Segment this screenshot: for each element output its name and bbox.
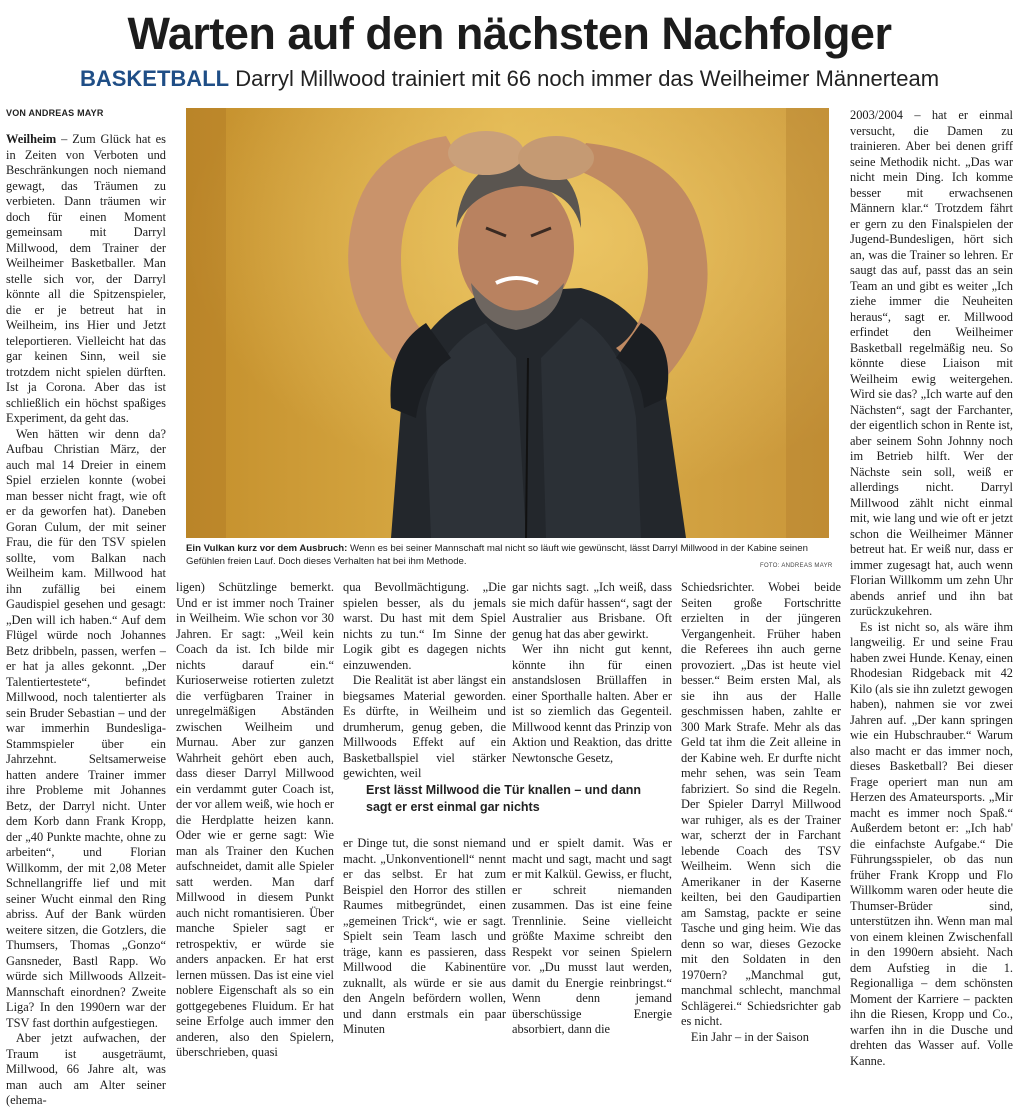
coach-frustrated-photo xyxy=(186,108,829,538)
article-photo xyxy=(186,108,829,538)
paragraph: ligen) Schützlinge bemerkt. Und er ist immer noch Trainer in Weilheim. Wie schon vor 30 Jahren. Er sagt: „Weil kein Coach da ist. Ich bilde mir nichts darauf ein.“ Kurioserweise rotierten zuletzt die verfügbaren Trainer in unregelmäßigen Abständen zwischen Weilheim und Murnau. Aber zur ganzen Wahrheit gehört eben auch, dass dieser Darryl Millwood ein verdammt guter Coach ist, der vor allem weiß, wie hoch er die Herdplatte heizen kann. Oder wie er gerne sagt: Wie man als Trainer den Kuchen aufschneidet, damit alle Spieler satt werden. Man darf Millwood in diesem Punkt auch nicht romantisieren. Über manche Spieler sagt er retrospektiv, er würde sie anders anpacken. Er hat erst lernen müssen. Das ist eine viel noblere Eigenschaft als so ein gottgegebenes Fluidum. Er hat seine Erfolge auch immer den anderen, also den Spielern, überschrieben, quasi xyxy=(176,580,334,1059)
paragraph: Es ist nicht so, als wäre ihm langweilig. Er und seine Frau haben zwei Hunde. Kenay, einen Rhodesian Ridgeback mit 42 Kilo (als sie ihn zuletzt gewogen haben), nahmen sie vor zwei Jahren auf. „Der kann springen wie ein Hubschrauber.“ Warum also macht er das immer noch, dieses Basketball? Bei dieser Frage operiert man nun am Herzen des Amateursports. „Mir macht es immer noch Spaß.“ Außerdem betont er: „Ich hab' die einfachste Aufgabe.“ Die Führungsspieler, ob das nun früher Frank Kropp und Flo Willkomm waren oder heute die Thumser-Brüder sind, unterstützen ihn. Wenn man mal von einem kleinen Zwischenfall in den 1990ern absieht. Nach dem Aufstieg in die 1. Regionalliga – dem schönsten Moment der Karriere – packten ihn die Riesen, Kropp und Co., warfen ihn in die Dusche und drehten das Wasser auf. Volle Kanne. xyxy=(850,619,1013,1068)
byline: VON ANDREAS MAYR xyxy=(6,108,104,118)
subheadline: Darryl Millwood trainiert mit 66 noch immer das Weilheimer Männerteam xyxy=(235,66,940,91)
article-column-5 xyxy=(681,580,841,1044)
paragraph: Die Realität ist aber längst ein biegsames Material geworden. Es dürfte, in Weilheim und drumherum, genug geben, die Millwoods Effekt auf ein Basketballspiel viel stärker gewichten, weil xyxy=(343,673,506,780)
paragraph: Schiedsrichter. Wobei beide Seiten große Fortschritte erzielten in der jüngeren Vergangenheit. Früher haben die Referees ihn auch gerne provoziert. „Das ist heute viel besser.“ Beim ersten Mal, als sie ihn aus der Halle geschmissen haben, zahlte er 300 Mark Strafe. Mehr als das Geld tat ihm die Zeit alleine in der Kabine weh. Er durfte nicht mehr sehen, was sein Team fabriziert. So sind die Regeln. Der Spieler Darryl Millwood war ruhiger, als es der Trainer war, scherzt der in Farchant lebende Coach des TSV Weilheim. Wenn sich die Amerikaner in der Kaserne keilten, bei den Gaudipartien am Samstag, packte er seine Tasche und ging heim. Wie das denn so war, dieses Gezocke mit den Soldaten in den 1970ern? „Manchmal gut, manchmal schlecht, manchmal Schlägerei.“ Schiedsrichter gab es nicht. xyxy=(681,580,841,1028)
article-column-3-bottom xyxy=(343,836,506,1036)
paragraph: und er spielt damit. Was er macht und sagt, macht und sagt er mit Kalkül. Gewiss, er flucht, er schreit niemanden zusammen. Das ist eine feine Trennlinie. Seine vielleicht größte Maxime schreibt den Respekt vor seinen Spielern vor. „Du musst laut werden, damit du Energie reinbringst.“ Wenn denn jemand überschüssige Energie absorbiert, dann die xyxy=(512,836,672,1036)
paragraph: Aber jetzt aufwachen, der Traum ist ausgeträumt, Millwood, 66 Jahre alt, was man auch am Alter seiner (ehema- xyxy=(6,1031,166,1107)
paragraph: Wen hätten wir denn da? Aufbau Christian März, der auch mal 14 Dreier in einem Spiel erzielen konnte (wobei man besser nicht fragt, wie oft er da geworfen hat). Daneben Goran Culum, der mit seiner Frau, die für den TSV spielen sollte, vom Balkan nach Weilheim kam. Millwood hat ihn zufällig bei einem Gaudispiel gesehen und gesagt: „Den will ich haben.“ Auf dem Flügel würde noch Johannes Betz dribbeln, passen, werfen – er hat ja alles gekonnt. „Der Talentiertestete“, befindet Millwood, noch talentierter als sein Bruder Sebastian – und der war immerhin Bundesliga-Stammspieler über ein Jahrzehnt. Seltsamerweise hatten andere Trainer immer ihre Probleme mit Johannes Betz, der Darryl nicht. Unter dem Korb dann Frank Kropp, der „40 Punkte machte, ohne zu arbeiten“, und Florian Willkomm, der mit 2,08 Meter Schnellangriffe lief und mit seiner Wucht einmal den Ring abriss. Auf der Bank würden weitere sitzen, die Gotzlers, die Thumsers, Thomas „Gonzo“ Gansneder, Bastl Rapp. Wo würde sich Millwoods Allzeit-Mannschaft einordnen? Zweite Liga? In den 1990ern war der TSV fast dorthin aufgestiegen. xyxy=(6,426,166,1030)
paragraph: er Dinge tut, die sonst niemand macht. „Unkonventionell“ nennt er das selbst. Er hat zum Beispiel den Horror des stillen Raumes mitbegründet, einen „gemeinen Trick“, wie er sagt. Spielt sein Team lasch und träge, kann es passieren, dass Millwood die Kabinentüre zuknallt, als würde er sie aus den Angeln befördern wollen, und dann erstmals ein paar Minuten xyxy=(343,836,506,1036)
paragraph: gar nichts sagt. „Ich weiß, dass sie mich dafür hassen“, sagt der Australier aus Brisbane. Oft genug hat das aber gewirkt. xyxy=(512,580,672,641)
headline: Warten auf den nächsten Nachfolger xyxy=(127,8,892,59)
paragraph: 2003/2004 – hat er einmal versucht, die Damen zu trainieren. Aber bei denen griff seine Methodik nicht. „Das war nicht mein Ding. Ich komme besser mit erwachsenen Männern klar.“ Trotzdem fährt er gern zu den Finalspielen der Jugend-Bundesligen, hört sich an, was die Trainer so lehren. Er saugt das auf, passt das an sein Team an und gibt es weiter „Ich ziehe immer die Neuheiten heraus“, sagt er. Millwood erfindet den Weilheimer Basketball regelmäßig neu. So könnte diese Liaison mit Weilheim ewig weitergehen. Wird sie das? „Ich warte auf den Nächsten“, sagt der Farchanter, der eigentlich schon in Rente ist, aber seinem Sohn Johnny noch im Betrieb hilft. Wer der Nächste sein soll, weiß er allerdings nicht. Darryl Millwood zählt nicht einmal mit, wie lang und wie oft er jetzt schon die Weilheimer Männer betreut hat. Er weiß nur, dass er immer zugesagt hat, auch wenn Florian Willkomm um zehn Uhr abends anrief und ihn bat zurückzukehren. xyxy=(850,108,1013,618)
article-column-4-bottom xyxy=(512,836,672,1036)
paragraph: Wer ihn nicht gut kennt, könnte ihn für einen anstandslosen Brüllaffen in einer Sporthalle halten. Aber er ist so ziemlich das Gegenteil. Millwood kennt das Prinzip von Aktion und Reaktion, das dritte Newtonsche Gesetz, xyxy=(512,642,672,765)
article-column-1 xyxy=(6,132,166,1107)
article-column-6 xyxy=(850,108,1013,1068)
dateline: Weilheim xyxy=(6,132,57,146)
paragraph: Ein Jahr – in der Saison xyxy=(690,1029,809,1044)
paragraph: – Zum Glück hat es in Zeiten von Verboten und Beschränkungen noch niemand gewagt, das Träumen zu verbieten. Dann träumen wir doch für einen Moment gemeinsam mit Darryl Millwood, dem Trainer der Weilheimer Basketballer. Man stelle sich vor, der Darryl könnte all die Spitzenspieler, die er je betreut hat in Weilheim, ins Hier und Jetzt teleportieren. Vielleicht hat das gar keinen Sinn, weil sie trotzdem nicht spielen dürften. Ist ja Corona. Aber das ist schließlich ein höchst spaßiges Experiment, da geht das. xyxy=(6,132,166,425)
subheadline-line xyxy=(0,64,1019,94)
section-kicker: BASKETBALL xyxy=(79,66,230,91)
article-column-2 xyxy=(176,580,334,1059)
photo-caption xyxy=(186,542,829,568)
pull-quote: Erst lässt Millwood die Tür knallen – und dann sagt er erst einmal gar nichts xyxy=(366,783,642,814)
article-column-3-top xyxy=(343,580,506,780)
caption-lead: Ein Vulkan kurz vor dem Ausbruch: xyxy=(186,543,348,554)
paragraph: qua Bevollmächtigung. „Die spielen besser, als du jemals warst. Du hast mit dem Spiel nichts zu tun.“ Im Sinne der Logik gibt es dagegen nichts einzuwenden. xyxy=(343,580,506,672)
article-column-4-top xyxy=(512,580,672,765)
caption-text: Wenn es bei seiner Mannschaft mal nicht so läuft wie gewünscht, lässt Darryl Millwood in der Kabine seinen Gefühlen freien Lauf. Doch dieses Verhalten hat bei ihm Methode. xyxy=(186,543,808,567)
photo-credit: FOTO: ANDREAS MAYR xyxy=(760,563,833,569)
